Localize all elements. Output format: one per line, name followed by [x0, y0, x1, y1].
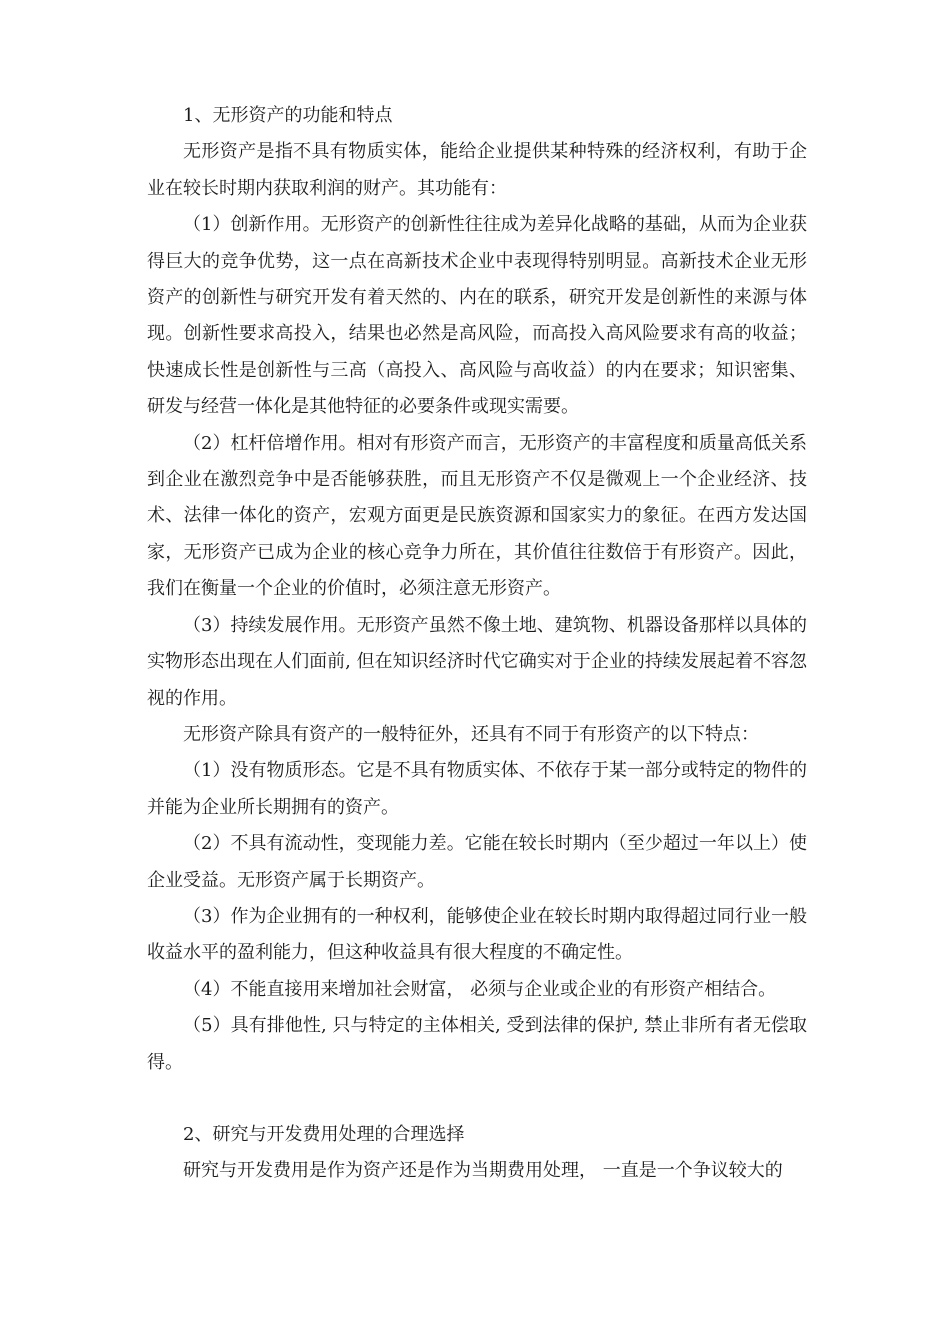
section-1-paragraph-feature-3: （3）作为企业拥有的一种权利，能够使企业在较长时期内取得超过同行业一般收益水平的盈利能力，但这种收益具有很大程度的不确定性。 [147, 905, 807, 964]
section-1-paragraph-feature-2: （2）不具有流动性，变现能力差。它能在较长时期内（至少超过一年以上）使企业受益。无形资产属于长期资产。 [147, 833, 807, 891]
section-1-paragraph-feature-5: （5）具有排他性, 只与特定的主体相关, 受到法律的保护, 禁止非所有者无偿取得。 [147, 1015, 807, 1073]
section-1-paragraph-definition: 无形资产是指不具有物质实体，能给企业提供某种特殊的经济权利，有助于企业在较长时期内获取利润的财产。其功能有： [147, 141, 807, 199]
section-2-paragraph-1: 研究与开发费用是作为资产还是作为当期费用处理， 一直是一个争议较大的 [183, 1160, 783, 1182]
section-1-heading: 1、无形资产的功能和特点 [183, 105, 393, 126]
section-1-paragraph-innovation: （1）创新作用。无形资产的创新性往往成为差异化战略的基础，从而为企业获得巨大的竞争优势，这一点在高新技术企业中表现得特别明显。高新技术企业无形资产的创新性与研究开发有着天然的、内在的联系，研究开发是创新性的来源与体现。创新性要求高投入，结果也必然是高风险，而高投入高风险要求有高的收益；快速成长性是创新性与三高（高投入、高风险与高收益）的内在要求；知识密集、研发与经营一体化是其他特征的必要条件或现实需要。 [147, 214, 807, 418]
section-1-paragraph-feature-4: （4）不能直接用来增加社会财富， 必须与企业或企业的有形资产相结合。 [183, 978, 777, 1000]
section-2-heading: 2、研究与开发费用处理的合理选择 [183, 1123, 465, 1145]
section-spacer [147, 1081, 807, 1117]
section-1-paragraph-feature-1: （1）没有物质形态。它是不具有物质实体、不依存于某一部分或特定的物件的并能为企业所长期拥有的资产。 [147, 760, 807, 818]
document-body [147, 98, 807, 1190]
section-1-paragraph-sustainability: （3）持续发展作用。无形资产虽然不像土地、建筑物、机器设备那样以具体的实物形态出现在人们面前, 但在知识经济时代它确实对于企业的持续发展起着不容忽视的作用。 [147, 614, 807, 709]
section-1-paragraph-leverage: （2）杠杆倍增作用。相对有形资产而言，无形资产的丰富程度和质量高低关系到企业在激烈竞争中是否能够获胜，而且无形资产不仅是微观上一个企业经济、技术、法律一体化的资产，宏观方面更是民族资源和国家实力的象征。在西方发达国家，无形资产已成为企业的核心竞争力所在，其价值往往数倍于有形资产。因此，我们在衡量一个企业的价值时，必须注意无形资产。 [147, 432, 807, 600]
section-1-paragraph-features-intro: 无形资产除具有资产的一般特征外，还具有不同于有形资产的以下特点： [183, 723, 759, 745]
